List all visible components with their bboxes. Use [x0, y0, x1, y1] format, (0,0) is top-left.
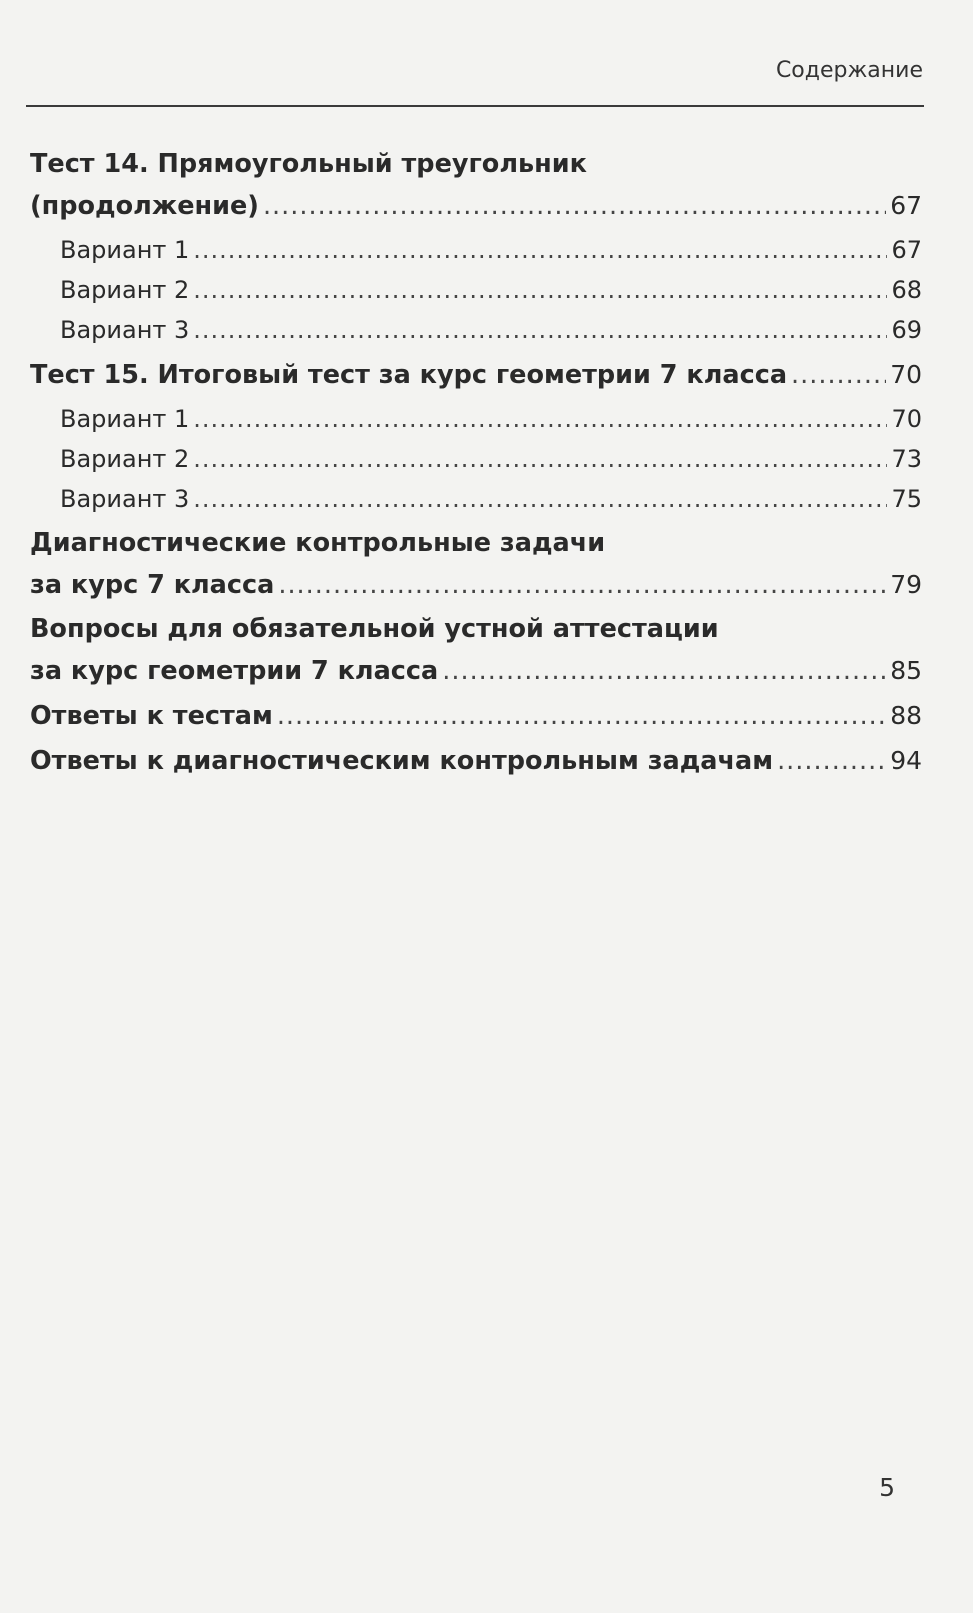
- toc-entry-test-15-variant-2[interactable]: [30, 439, 922, 479]
- toc-entry-label: Вопросы для обязательной устной аттестации: [30, 614, 719, 644]
- toc-entry-test-14-title[interactable]: [30, 144, 922, 185]
- toc-page-number: 68: [891, 276, 922, 304]
- leader-dots: [277, 696, 886, 737]
- leader-dots: [263, 186, 886, 227]
- header-rule: [26, 105, 924, 107]
- toc-page-number: 67: [891, 236, 922, 264]
- toc-entry-diagnostic-title[interactable]: [30, 523, 922, 564]
- leader-dots: [442, 651, 886, 692]
- page-number: 5: [879, 1473, 895, 1502]
- toc-entry-label: за курс геометрии 7 класса: [30, 656, 439, 686]
- leader-dots: [278, 565, 886, 606]
- leader-dots: [193, 270, 887, 310]
- toc-page-number: 67: [890, 191, 922, 220]
- toc-page-number: 69: [891, 316, 922, 344]
- toc-entry-label: (продолжение): [30, 191, 259, 221]
- table-of-contents: [30, 144, 922, 781]
- toc-entry-label: за курс 7 класса: [30, 570, 275, 600]
- toc-page-number: 70: [890, 360, 922, 389]
- toc-entry-test-15-variant-1[interactable]: [30, 399, 922, 439]
- toc-page-number: 75: [891, 485, 922, 513]
- toc-entry-label: Вариант 1: [60, 236, 190, 264]
- leader-dots: [193, 399, 887, 439]
- toc-entry-label: Ответы к тестам: [30, 701, 273, 731]
- toc-page-number: 94: [890, 746, 922, 775]
- toc-entry-test-15[interactable]: [30, 354, 922, 395]
- toc-entry-test-15-variant-3[interactable]: [30, 479, 922, 519]
- toc-page-number: 79: [890, 570, 922, 599]
- toc-entry-diagnostic[interactable]: [30, 564, 922, 605]
- toc-entry-oral[interactable]: [30, 650, 922, 691]
- toc-entry-test-14[interactable]: [30, 185, 922, 226]
- toc-entry-oral-title[interactable]: [30, 609, 922, 650]
- leader-dots: [193, 230, 887, 270]
- toc-entry-label: Вариант 2: [60, 276, 190, 304]
- toc-entry-label: Вариант 1: [60, 405, 190, 433]
- running-header: Содержание: [775, 58, 923, 83]
- leader-dots: [777, 741, 886, 782]
- toc-entry-label: Диагностические контрольные задачи: [30, 528, 606, 558]
- toc-entry-answers-diagnostic[interactable]: [30, 740, 922, 781]
- toc-entry-answers-tests[interactable]: [30, 695, 922, 736]
- toc-entry-label: Вариант 3: [60, 485, 190, 513]
- toc-entry-test-14-variant-1[interactable]: [30, 230, 922, 270]
- leader-dots: [791, 355, 886, 396]
- toc-entry-test-14-variant-3[interactable]: [30, 310, 922, 350]
- leader-dots: [193, 310, 887, 350]
- toc-entry-label: Тест 14. Прямоугольный треугольник: [30, 149, 587, 179]
- toc-page-number: 85: [890, 656, 922, 685]
- toc-page-number: 70: [891, 405, 922, 433]
- toc-entry-test-14-variant-2[interactable]: [30, 270, 922, 310]
- toc-entry-label: Вариант 3: [60, 316, 190, 344]
- toc-entry-label: Тест 15. Итоговый тест за курс геометрии 7 класса: [30, 360, 788, 390]
- toc-page-number: 88: [890, 701, 922, 730]
- toc-page-number: 73: [891, 445, 922, 473]
- leader-dots: [193, 479, 887, 519]
- toc-entry-label: Вариант 2: [60, 445, 190, 473]
- toc-entry-label: Ответы к диагностическим контрольным задачам: [30, 746, 774, 776]
- leader-dots: [193, 439, 887, 479]
